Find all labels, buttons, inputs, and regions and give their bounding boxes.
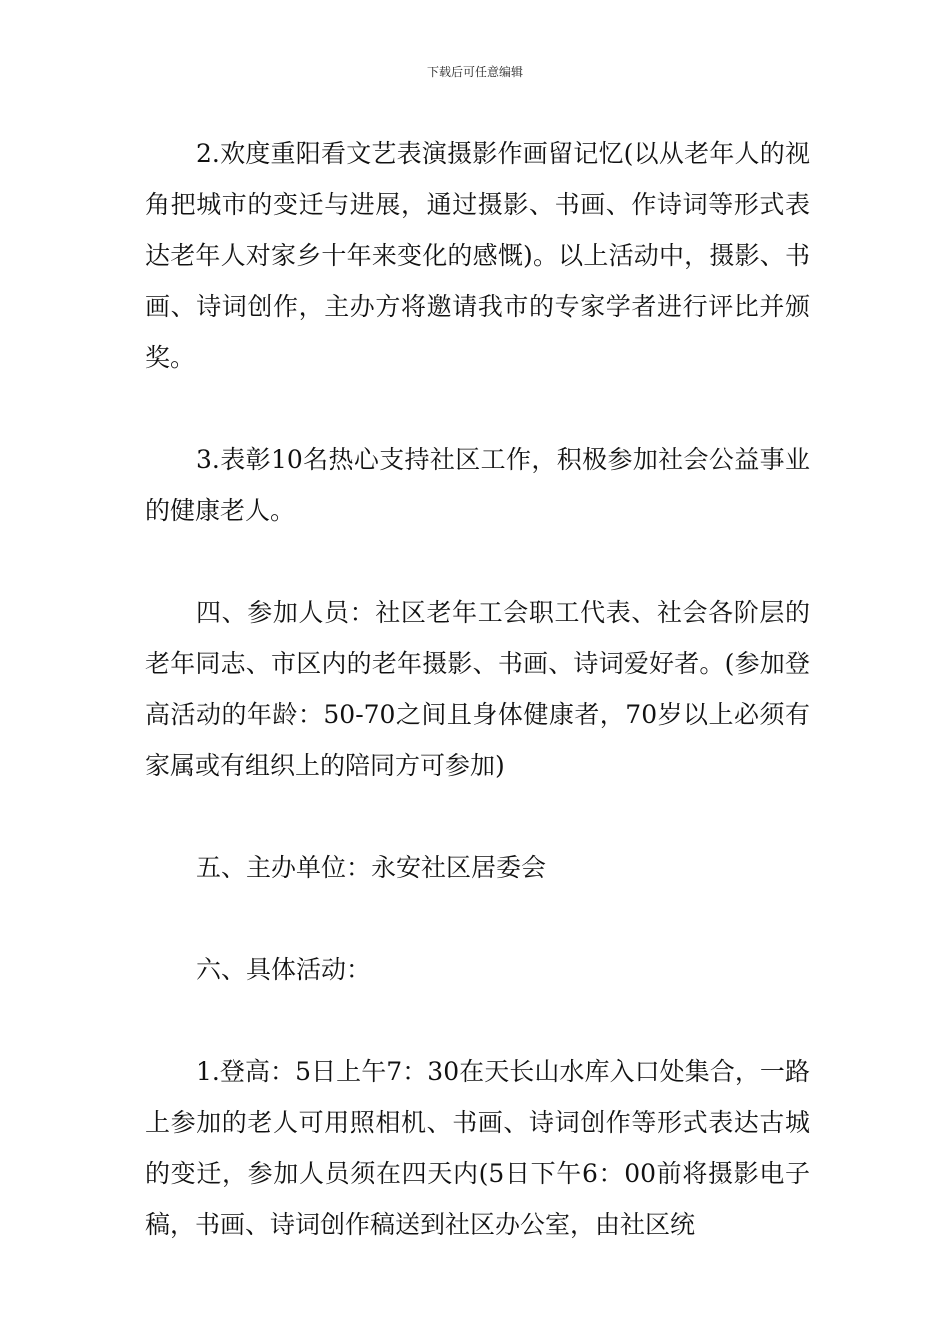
paragraph-participants: 四、参加人员：社区老年工会职工代表、社会各阶层的老年同志、市区内的老年摄影、书画、诗词爱好者。(参加登高活动的年龄：50-70之间且身体健康者，70岁以上必须有家属或有组织上的陪同方可参加) — [145, 598, 810, 780]
paragraph-gap — [145, 995, 810, 1046]
document-body — [145, 128, 810, 1250]
paragraph-item-2: 2.欢度重阳看文艺表演摄影作画留记忆(以从老年人的视角把城市的变迁与进展，通过摄影、书画、作诗词等形式表达老年人对家乡十年来变化的感慨)。以上活动中，摄影、书画、诗词创作，主办方将邀请我市的专家学者进行评比并颁奖。 — [145, 139, 810, 372]
paragraph-activities-heading: 六、具体活动： — [196, 955, 372, 984]
paragraph-gap — [145, 893, 810, 944]
paragraph-gap — [145, 791, 810, 842]
paragraph-organizer: 五、主办单位：永安社区居委会 — [196, 853, 547, 882]
paragraph-climbing: 1.登高：5日上午7：30在天长山水库入口处集合，一路上参加的老人可用照相机、书画、诗词创作等形式表达古城的变迁，参加人员须在四天内(5日下午6：00前将摄影电子稿，书画、诗词创作稿送到社区办公室，由社区统 — [145, 1057, 810, 1239]
page-header: 下载后可任意编辑 — [426, 65, 523, 79]
paragraph-gap — [145, 536, 810, 587]
paragraph-item-3: 3.表彰10名热心支持社区工作，积极参加社会公益事业的健康老人。 — [145, 445, 810, 525]
paragraph-gap — [145, 383, 810, 434]
